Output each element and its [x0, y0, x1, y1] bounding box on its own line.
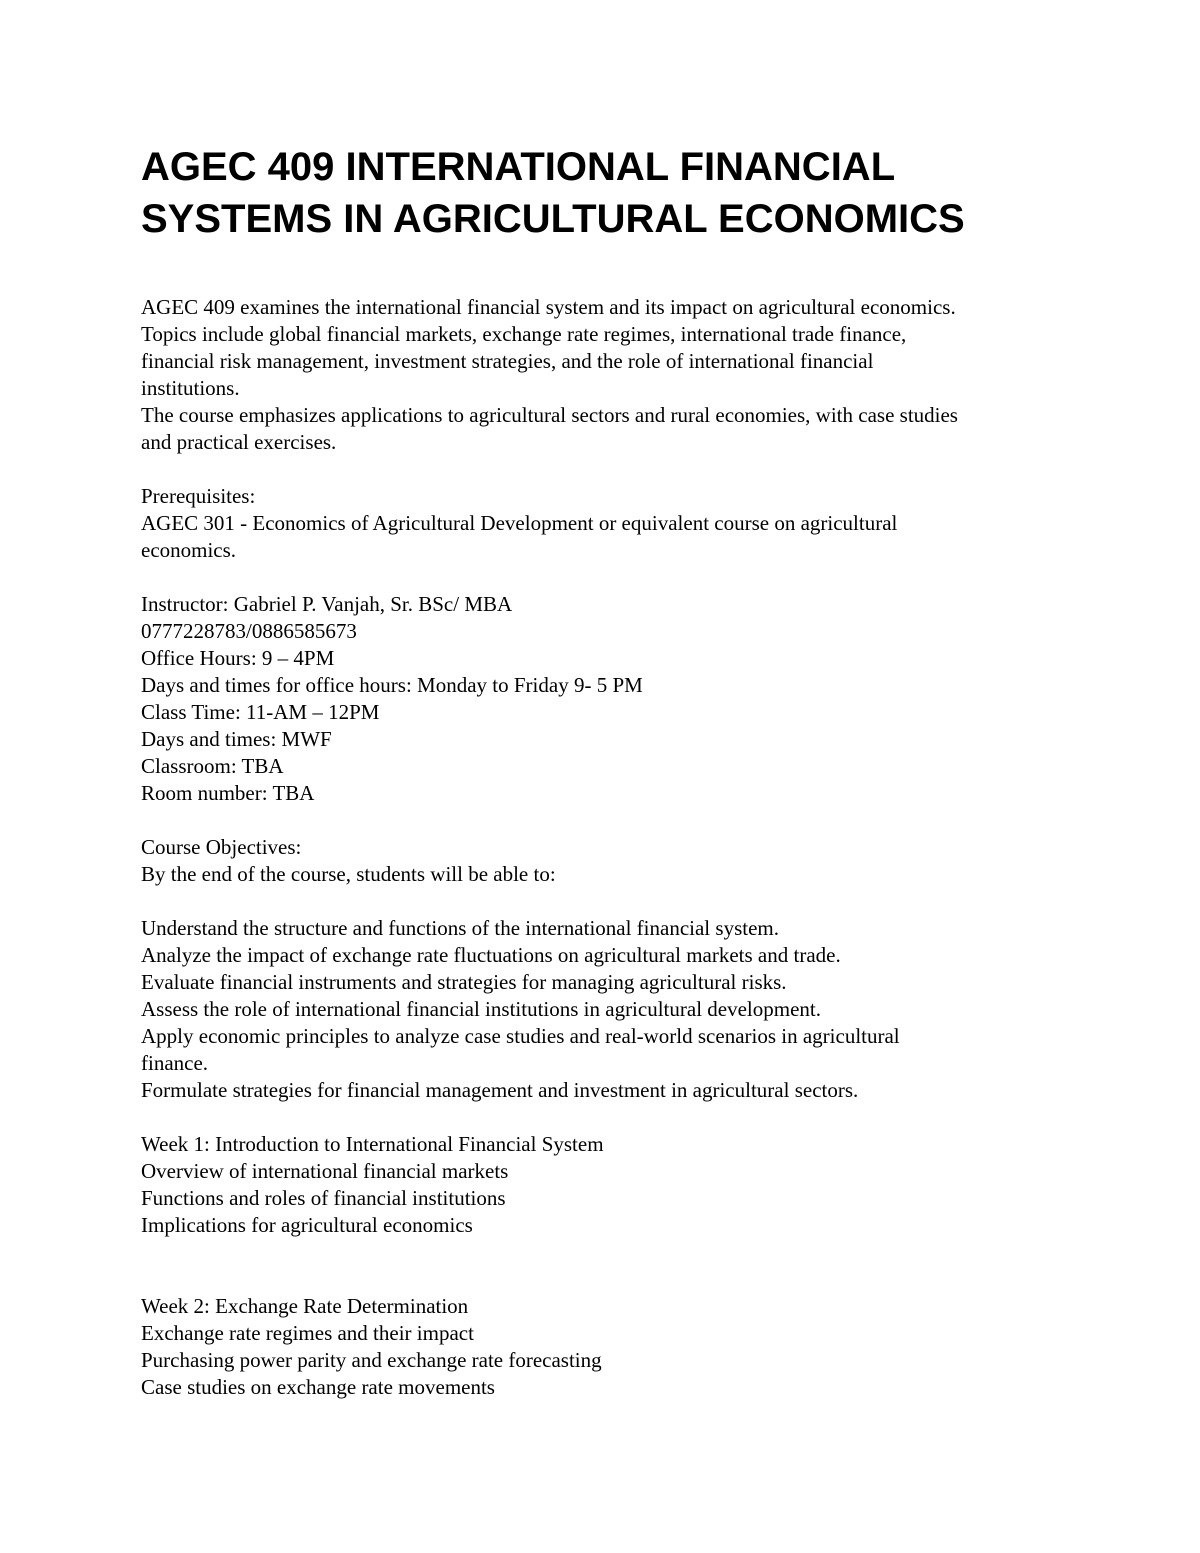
- week-1-section: [141, 1131, 1101, 1239]
- description-line: financial risk management, investment strategies, and the role of international financial: [141, 349, 874, 373]
- week-topic: Functions and roles of financial institutions: [141, 1186, 506, 1210]
- prerequisites-section: [141, 483, 1101, 564]
- spacer: [141, 807, 1101, 834]
- week-topic: Implications for agricultural economics: [141, 1213, 473, 1237]
- objectives-intro: By the end of the course, students will be able to:: [141, 862, 556, 886]
- description-line: Topics include global financial markets, exchange rate regimes, international trade finance,: [141, 322, 907, 346]
- week-topic: Purchasing power parity and exchange rate forecasting: [141, 1348, 602, 1372]
- description-line: AGEC 409 examines the international financial system and its impact on agricultural economics.: [141, 295, 956, 319]
- title-line: AGEC 409 INTERNATIONAL FINANCIAL: [141, 145, 896, 189]
- week-heading: Week 1: Introduction to International Financial System: [141, 1132, 604, 1156]
- spacer: [141, 564, 1101, 591]
- week-topic: Case studies on exchange rate movements: [141, 1375, 495, 1399]
- objective-item: Understand the structure and functions of the international financial system.: [141, 916, 779, 940]
- week-topic: Exchange rate regimes and their impact: [141, 1321, 474, 1345]
- prerequisites-heading: Prerequisites:: [141, 484, 256, 508]
- instructor-name: Instructor: Gabriel P. Vanjah, Sr. BSc/ MBA: [141, 592, 513, 616]
- prerequisites-line: economics.: [141, 538, 237, 562]
- week-topic: Overview of international financial markets: [141, 1159, 509, 1183]
- spacer: [141, 888, 1101, 915]
- objectives-heading: Course Objectives:: [141, 835, 302, 859]
- prerequisites-line: AGEC 301 - Economics of Agricultural Development or equivalent course on agricultural: [141, 511, 898, 535]
- instructor-phone: 0777228783/0886585673: [141, 619, 357, 643]
- document-body: [141, 294, 1101, 1401]
- objective-item: Analyze the impact of exchange rate fluctuations on agricultural markets and trade.: [141, 943, 841, 967]
- objectives-section: [141, 834, 1101, 1104]
- title-line: SYSTEMS IN AGRICULTURAL ECONOMICS: [141, 197, 965, 241]
- document-title: [141, 141, 1101, 245]
- objective-item: Formulate strategies for financial management and investment in agricultural sectors.: [141, 1078, 859, 1102]
- classroom: Classroom: TBA: [141, 754, 284, 778]
- room-number: Room number: TBA: [141, 781, 315, 805]
- objective-item: Apply economic principles to analyze case studies and real-world scenarios in agricultural: [141, 1024, 900, 1048]
- week-2-section: [141, 1293, 1101, 1401]
- description-line: institutions.: [141, 376, 240, 400]
- objective-item: Assess the role of international financial institutions in agricultural development.: [141, 997, 821, 1021]
- instructor-section: [141, 591, 1101, 807]
- spacer: [141, 456, 1101, 483]
- description-line: and practical exercises.: [141, 430, 337, 454]
- objective-item: finance.: [141, 1051, 209, 1075]
- spacer: [141, 1239, 1101, 1293]
- week-heading: Week 2: Exchange Rate Determination: [141, 1294, 469, 1318]
- description-line: The course emphasizes applications to agricultural sectors and rural economies, with case studies: [141, 403, 958, 427]
- class-time: Class Time: 11-AM – 12PM: [141, 700, 380, 724]
- objective-item: Evaluate financial instruments and strategies for managing agricultural risks.: [141, 970, 787, 994]
- office-hours-days: Days and times for office hours: Monday to Friday 9- 5 PM: [141, 673, 643, 697]
- spacer: [141, 1104, 1101, 1131]
- course-description: [141, 294, 1101, 456]
- class-days: Days and times: MWF: [141, 727, 332, 751]
- office-hours: Office Hours: 9 – 4PM: [141, 646, 335, 670]
